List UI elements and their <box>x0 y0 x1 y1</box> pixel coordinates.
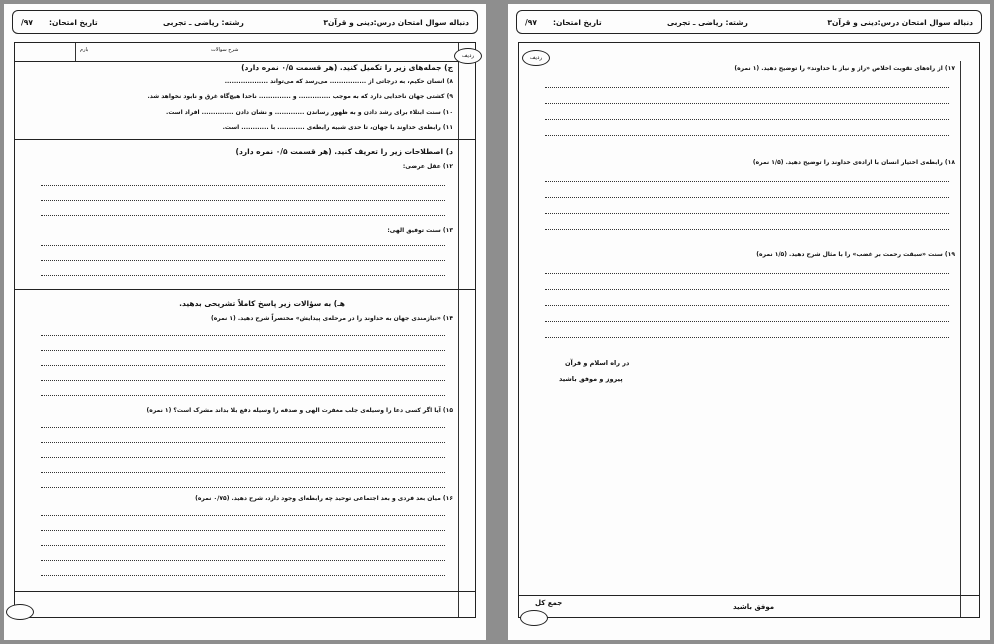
answer-line <box>545 119 949 120</box>
answer-line <box>545 87 949 88</box>
answer-line <box>545 289 949 290</box>
answer-line <box>41 575 445 576</box>
question-12: ۱۲) عقل عرضی: <box>402 163 453 170</box>
question-10: ۱۰) سنت ابتلاء برای رشد دادن و به ظهور رساندن ............. و نشان دادن .............. افراد است. <box>166 109 453 116</box>
scroll-curl <box>6 604 34 620</box>
row-label-oval: ردیف <box>522 50 550 66</box>
answer-line <box>41 560 445 561</box>
question-13: ۱۳) سنت توفیق الهی: <box>387 227 453 234</box>
answer-line <box>41 427 445 428</box>
footer-divider <box>519 595 979 596</box>
exam-year: ۹۷/ <box>21 17 33 27</box>
field-label: رشته: ریاضی ـ تجربی <box>667 17 748 27</box>
answer-line <box>41 530 445 531</box>
date-label: تاریخ امتحان: <box>553 17 602 27</box>
question-14: ۱۴) «نیازمندی جهان به خداوند را در مرحله‌ی پیدایش» مختصراً شرح دهید. (۱ نمره) <box>210 315 453 322</box>
answer-line <box>41 275 445 276</box>
section-e-heading: هـ) به سؤالات زیر پاسخ کاملاً تشریحی بدهید. <box>179 299 345 308</box>
answer-line <box>41 365 445 366</box>
date-label: تاریخ امتحان: <box>49 17 98 27</box>
exam-title: دنباله سوال امتحان درس:دینی و قرآن۳ <box>827 17 973 27</box>
closing-line-2: پیروز و موفق باشید <box>559 375 623 383</box>
answer-line <box>41 215 445 216</box>
question-19: ۱۹) سنت «سبقت رحمت بر غضب» را با مثال شرح دهید. (۱/۵ نمره) <box>756 251 955 258</box>
page-header <box>12 10 478 34</box>
field-label: رشته: ریاضی ـ تجربی <box>163 17 244 27</box>
answer-line <box>41 515 445 516</box>
answer-line <box>545 181 949 182</box>
answer-line <box>545 213 949 214</box>
answer-line <box>41 457 445 458</box>
answer-line <box>545 229 949 230</box>
answer-line <box>41 442 445 443</box>
frame-bottom-line <box>15 591 475 592</box>
answer-line <box>545 273 949 274</box>
exam-page-left <box>4 4 486 640</box>
answer-line <box>545 337 949 338</box>
exam-page-right <box>508 4 990 640</box>
question-8: ۸) انسان حکیم، به درجاتی از ................ می‌رسد که می‌تواند ................... <box>224 78 453 85</box>
answer-line <box>41 200 445 201</box>
row-number-divider <box>458 43 459 617</box>
answer-line <box>41 335 445 336</box>
closing-line-1: در راه اسلام و قرآن <box>565 359 630 367</box>
question-18: ۱۸) رابطه‌ی اختیار انسان با اراده‌ی خداوند را توضیح دهید. (۱/۵ نمره) <box>752 159 955 166</box>
question-9: ۹) کشتی جهان ناخدایی دارد که به موجب .............. و .............. ناخدا هیچ‌گاه غرق و نابود نخواهد شد. <box>147 93 453 100</box>
answer-line <box>41 545 445 546</box>
section-d-heading: د) اصطلاحات زیر را تعریف کنید. (هر قسمت ۰/۵ نمره دارد) <box>235 147 453 156</box>
question-16: ۱۶) میان بعد فردی و بعد اجتماعی توحید چه رابطه‌ای وجود دارد، شرح دهید. (۰/۷۵ نمره) <box>195 495 453 502</box>
exam-title: دنباله سوال امتحان درس:دینی و قرآن۳ <box>323 17 469 27</box>
column-score: بارم <box>80 47 89 53</box>
section-divider <box>15 139 475 140</box>
answer-line <box>41 260 445 261</box>
scroll-curl <box>520 610 548 626</box>
answer-line <box>41 395 445 396</box>
section-c-heading: ج) جمله‌های زیر را تکمیل کنید. (هر قسمت ۰/۵ نمره دارد) <box>241 63 453 72</box>
question-15: ۱۵) آیا اگر کسی دعا را وسیله‌ی جلب مغفرت الهی و صدقه را وسیله دفع بلا بداند مشرک است؟ (۱ نمره) <box>146 407 453 414</box>
row-label-oval: ردیف <box>454 48 482 64</box>
good-luck-text: موفق باشید <box>733 603 775 611</box>
answer-line <box>545 135 949 136</box>
question-frame <box>518 42 980 618</box>
table-header-line <box>15 61 459 62</box>
page-header <box>516 10 982 34</box>
answer-line <box>41 185 445 186</box>
answer-line <box>41 245 445 246</box>
answer-line <box>545 321 949 322</box>
row-number-divider <box>960 61 961 617</box>
answer-line <box>545 197 949 198</box>
exam-year: ۹۷/ <box>525 17 537 27</box>
section-divider <box>15 289 475 290</box>
score-divider <box>75 43 76 61</box>
answer-line <box>41 472 445 473</box>
answer-line <box>545 103 949 104</box>
column-description: شرح سوالات <box>211 47 239 53</box>
total-score-label: جمع کل <box>535 599 563 607</box>
answer-line <box>41 350 445 351</box>
question-11: ۱۱) رابطه‌ی خداوند با جهان، تا حدی شبیه رابطه‌ی ............ با ............ است. <box>222 124 453 131</box>
question-frame <box>14 42 476 618</box>
answer-line <box>545 305 949 306</box>
answer-line <box>41 380 445 381</box>
question-17: ۱۷) از راه‌های تقویت اخلاص «راز و نیاز با خداوند» را توضیح دهید. (۱ نمره) <box>734 65 955 72</box>
answer-line <box>41 487 445 488</box>
